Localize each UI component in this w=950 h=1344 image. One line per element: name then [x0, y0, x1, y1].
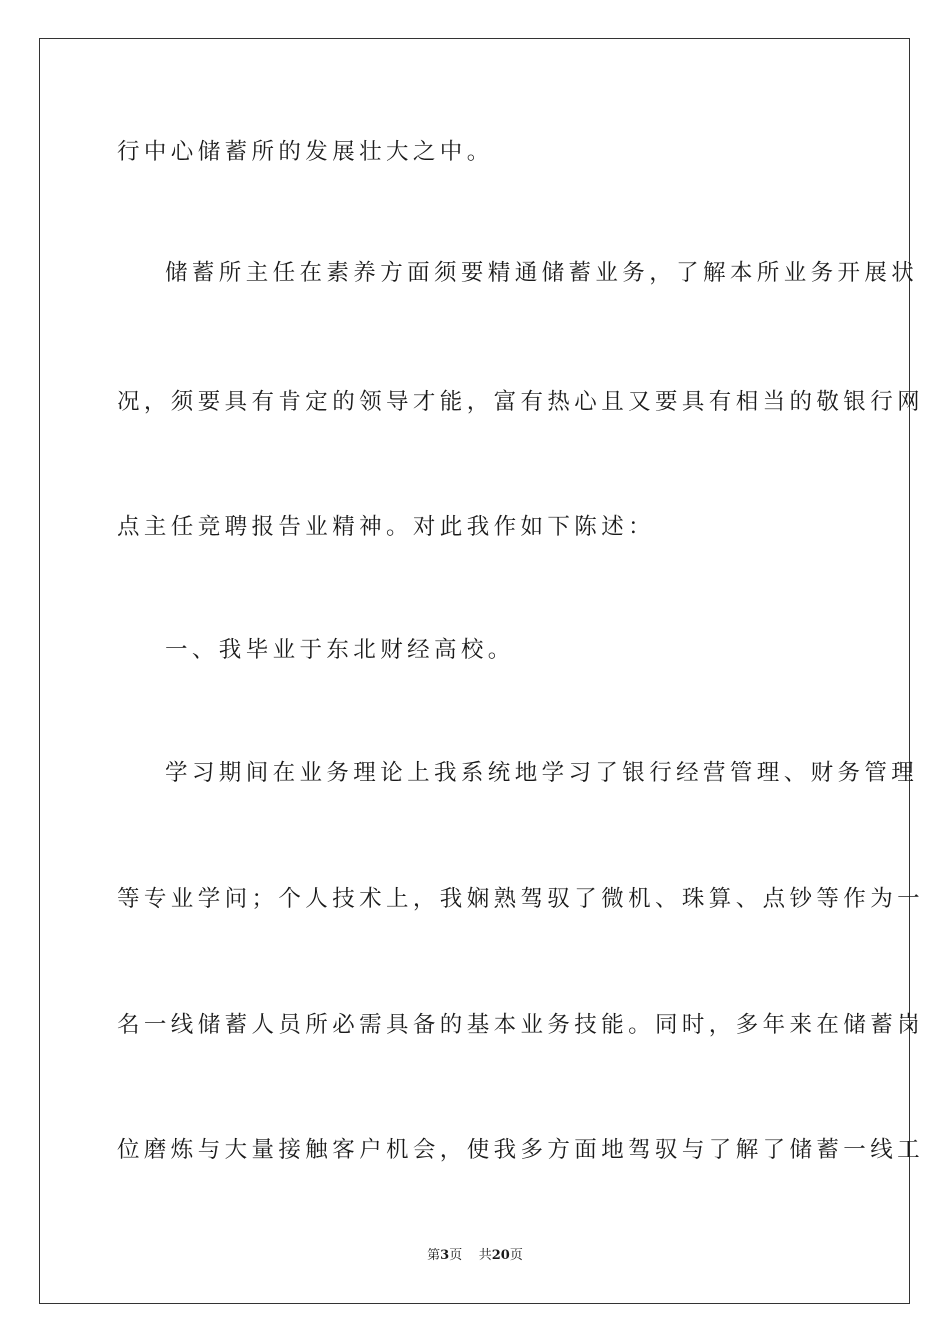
page-prefix: 第 [427, 1248, 441, 1263]
page-frame [39, 38, 925, 1304]
page-suffix: 页 [449, 1248, 463, 1263]
text-line: 名一线储蓄人员所必需具备的基本业务技能。同时，多年来在储蓄岗 [117, 1012, 925, 1038]
paragraph-start-line: 储蓄所主任在素养方面须要精通储蓄业务，了解本所业务开展状 [165, 260, 919, 286]
current-page-number: 3 [440, 1248, 450, 1263]
text-line: 点主任竞聘报告业精神。对此我作如下陈述： [117, 514, 656, 540]
section-heading: 一、我毕业于东北财经高校。 [165, 637, 515, 663]
text-line: 位磨炼与大量接触客户机会，使我多方面地驾驭与了解了储蓄一线工 [117, 1137, 925, 1163]
text-line: 况，须要具有肯定的领导才能，富有热心且又要具有相当的敬银行网 [117, 389, 925, 415]
total-suffix: 页 [509, 1248, 523, 1263]
total-page-count: 20 [491, 1248, 510, 1263]
paragraph-start-line: 学习期间在业务理论上我系统地学习了银行经营管理、财务管理 [165, 760, 919, 786]
page-footer [0, 1247, 950, 1265]
text-line: 等专业学问；个人技术上，我娴熟驾驭了微机、珠算、点钞等作为一 [117, 886, 925, 912]
total-prefix: 共 [478, 1248, 492, 1263]
text-line: 行中心储蓄所的发展壮大之中。 [117, 139, 494, 165]
